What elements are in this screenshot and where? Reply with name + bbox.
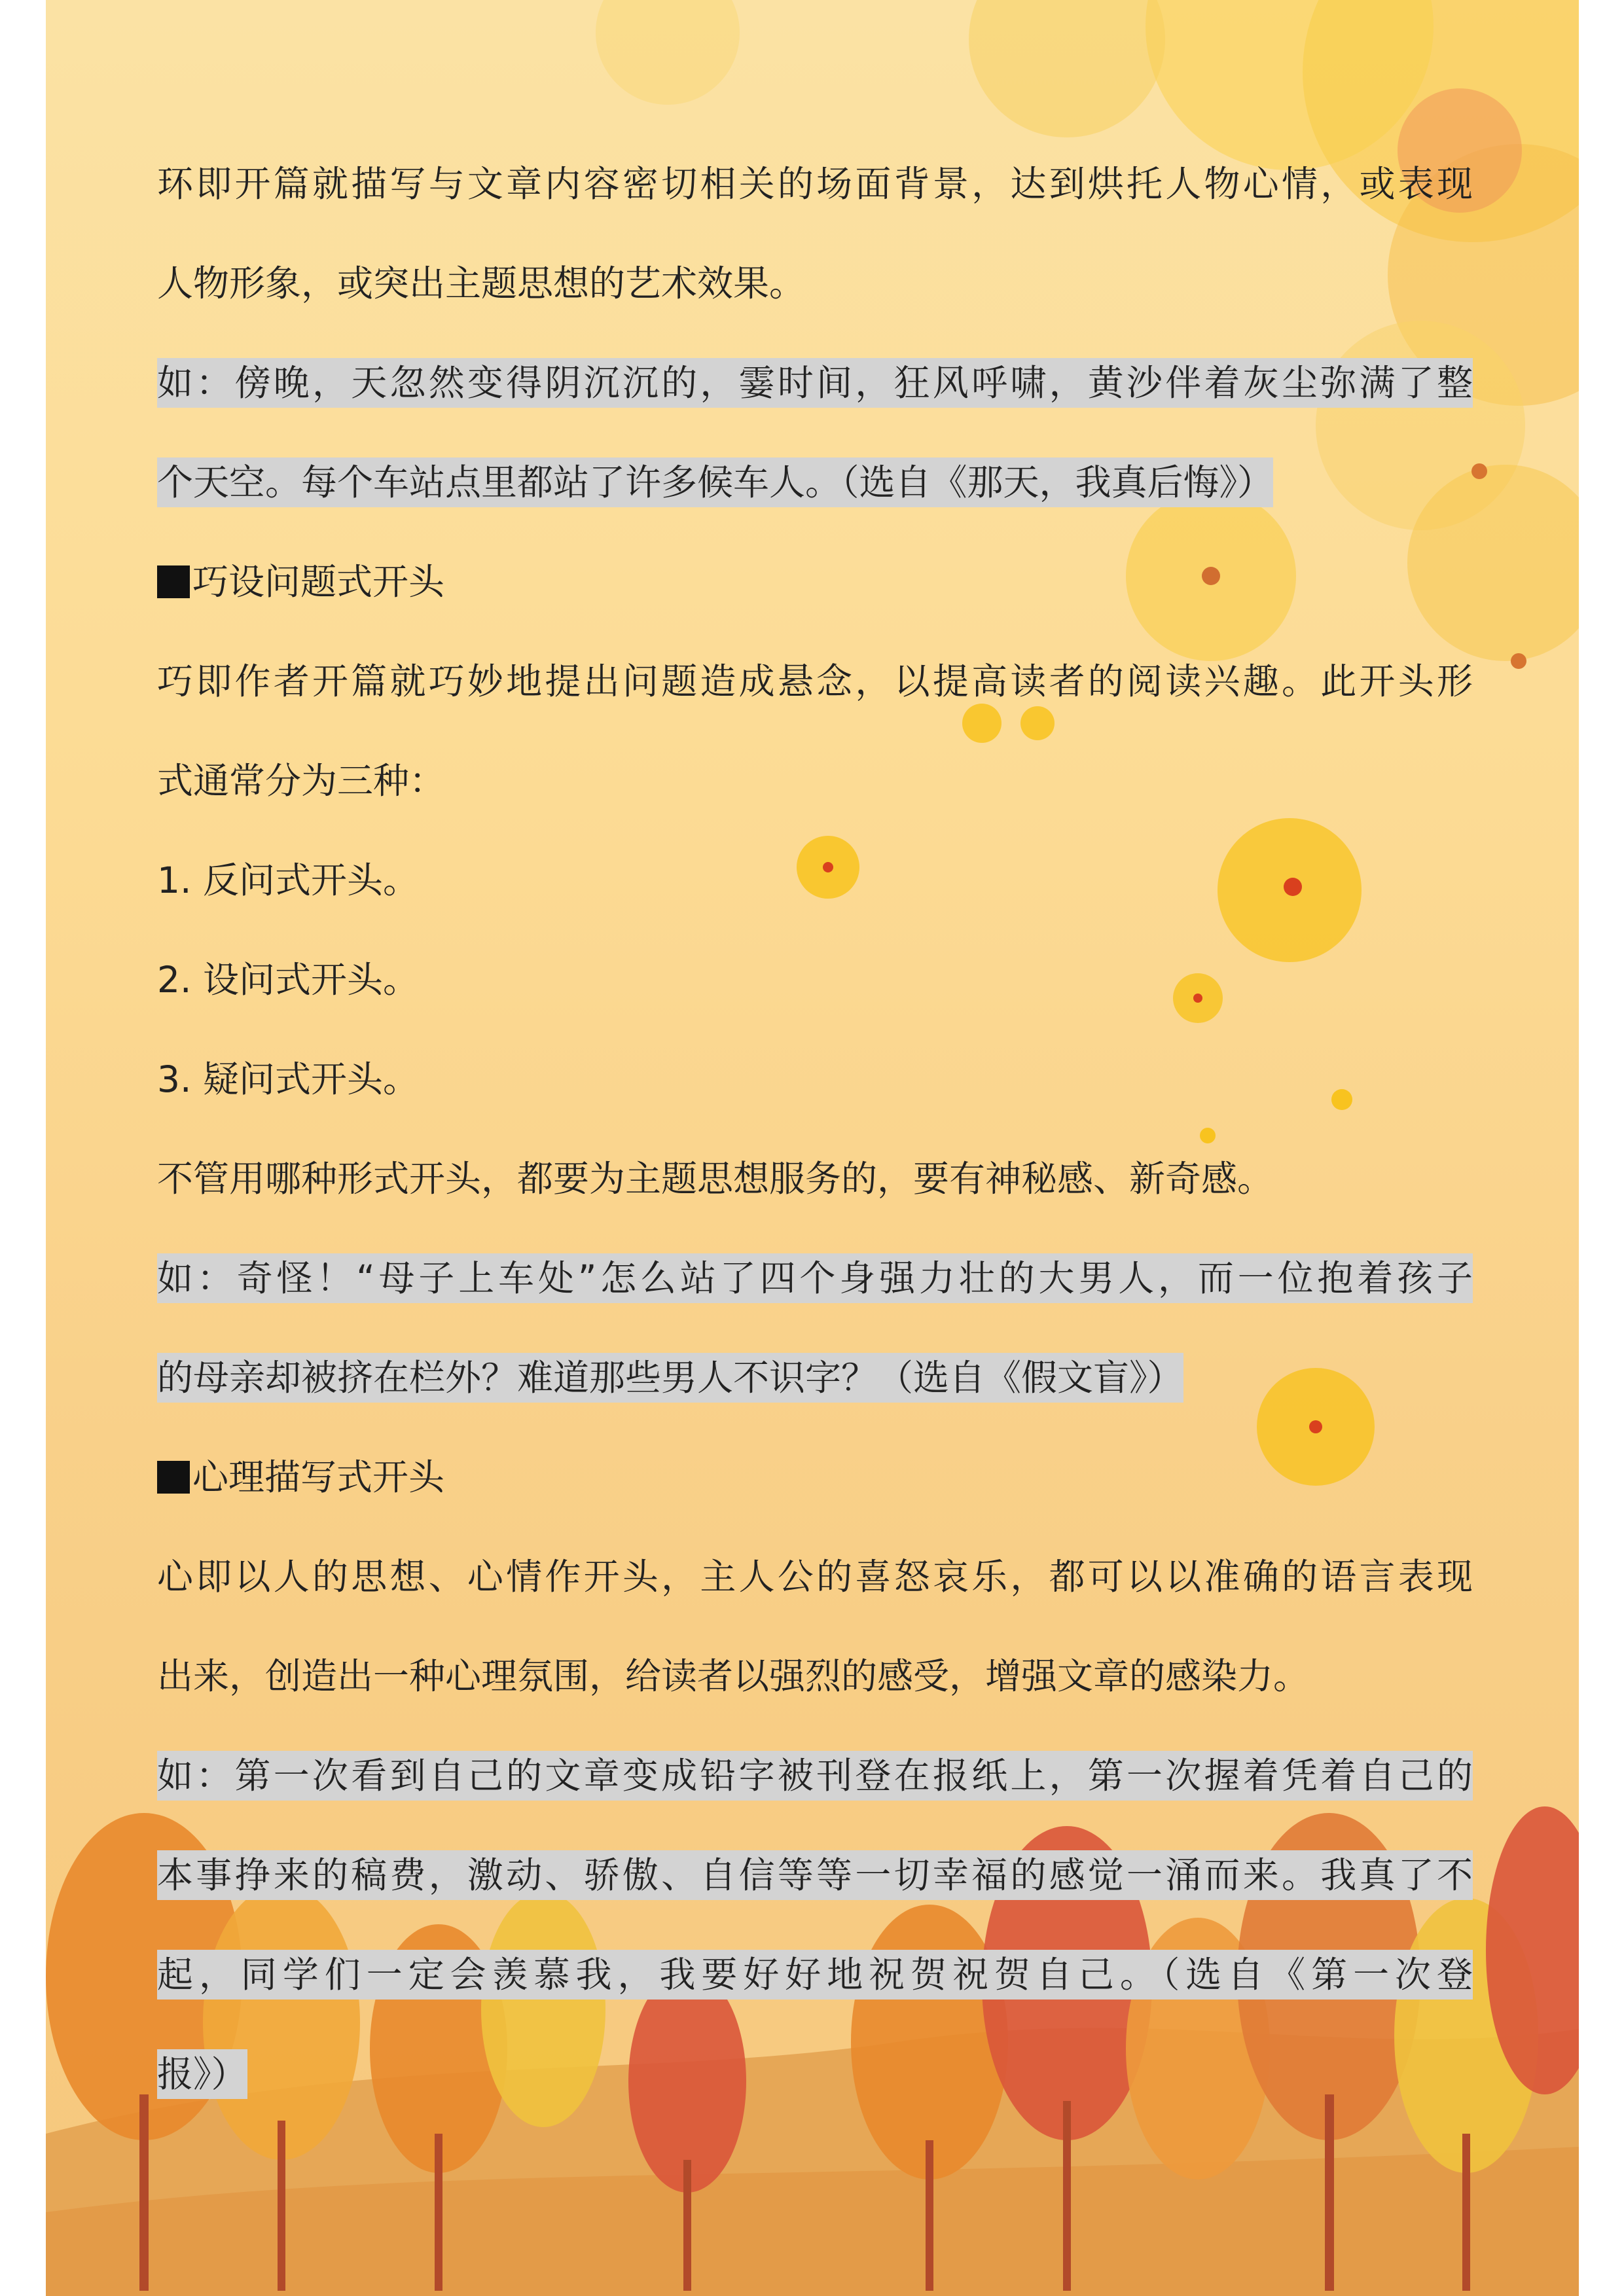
example-line: 如：奇怪！“母子上车处”怎么站了四个身强力壮的大男人，而一位抱着孩子 <box>157 1229 1473 1328</box>
square-bullet-icon <box>157 1461 190 1494</box>
list-item: 3. 疑问式开头。 <box>157 1058 419 1100</box>
example-line: 个天空。每个车站点里都站了许多候车人。（选自《那天，我真后悔》） <box>157 433 1473 532</box>
paragraph-line: 式通常分为三种： <box>157 760 446 802</box>
section-heading: 巧设问题式开头 <box>157 532 1473 632</box>
document-body <box>157 134 1473 2124</box>
list-item: 2. 设问式开头。 <box>157 959 419 1001</box>
example-line: 的母亲却被挤在栏外？难道那些男人不识字？（选自《假文盲》） <box>157 1328 1473 1427</box>
example-line: 本事挣来的稿费，激动、骄傲、自信等等一切幸福的感觉一涌而来。我真了不 <box>157 1825 1473 1925</box>
paragraph-line: 出来，创造出一种心理氛围，给读者以强烈的感受，增强文章的感染力。 <box>157 1655 1310 1697</box>
section-heading: 心理描写式开头 <box>157 1427 1473 1527</box>
paragraph-line: 不管用哪种形式开头，都要为主题思想服务的，要有神秘感、新奇感。 <box>157 1158 1274 1200</box>
example-line: 如：傍晚，天忽然变得阴沉沉的，霎时间，狂风呼啸，黄沙伴着灰尘弥满了整 <box>157 333 1473 433</box>
square-bullet-icon <box>157 565 190 598</box>
paragraph-line: 心即以人的思想、心情作开头，主人公的喜怒哀乐，都可以以准确的语言表现 <box>157 1556 1473 1598</box>
paragraph-line: 巧即作者开篇就巧妙地提出问题造成悬念，以提高读者的阅读兴趣。此开头形 <box>157 660 1473 702</box>
example-line: 报》） <box>157 2024 1473 2124</box>
list-item: 1. 反问式开头。 <box>157 859 419 901</box>
paragraph-line: 人物形象，或突出主题思想的艺术效果。 <box>157 262 806 304</box>
paragraph-line: 环即开篇就描写与文章内容密切相关的场面背景，达到烘托人物心情，或表现 <box>157 163 1473 205</box>
example-line: 起，同学们一定会羡慕我，我要好好地祝贺祝贺自己。（选自《第一次登 <box>157 1925 1473 2024</box>
example-line: 如：第一次看到自己的文章变成铅字被刊登在报纸上，第一次握着凭着自己的 <box>157 1726 1473 1825</box>
document-page <box>46 0 1579 2296</box>
